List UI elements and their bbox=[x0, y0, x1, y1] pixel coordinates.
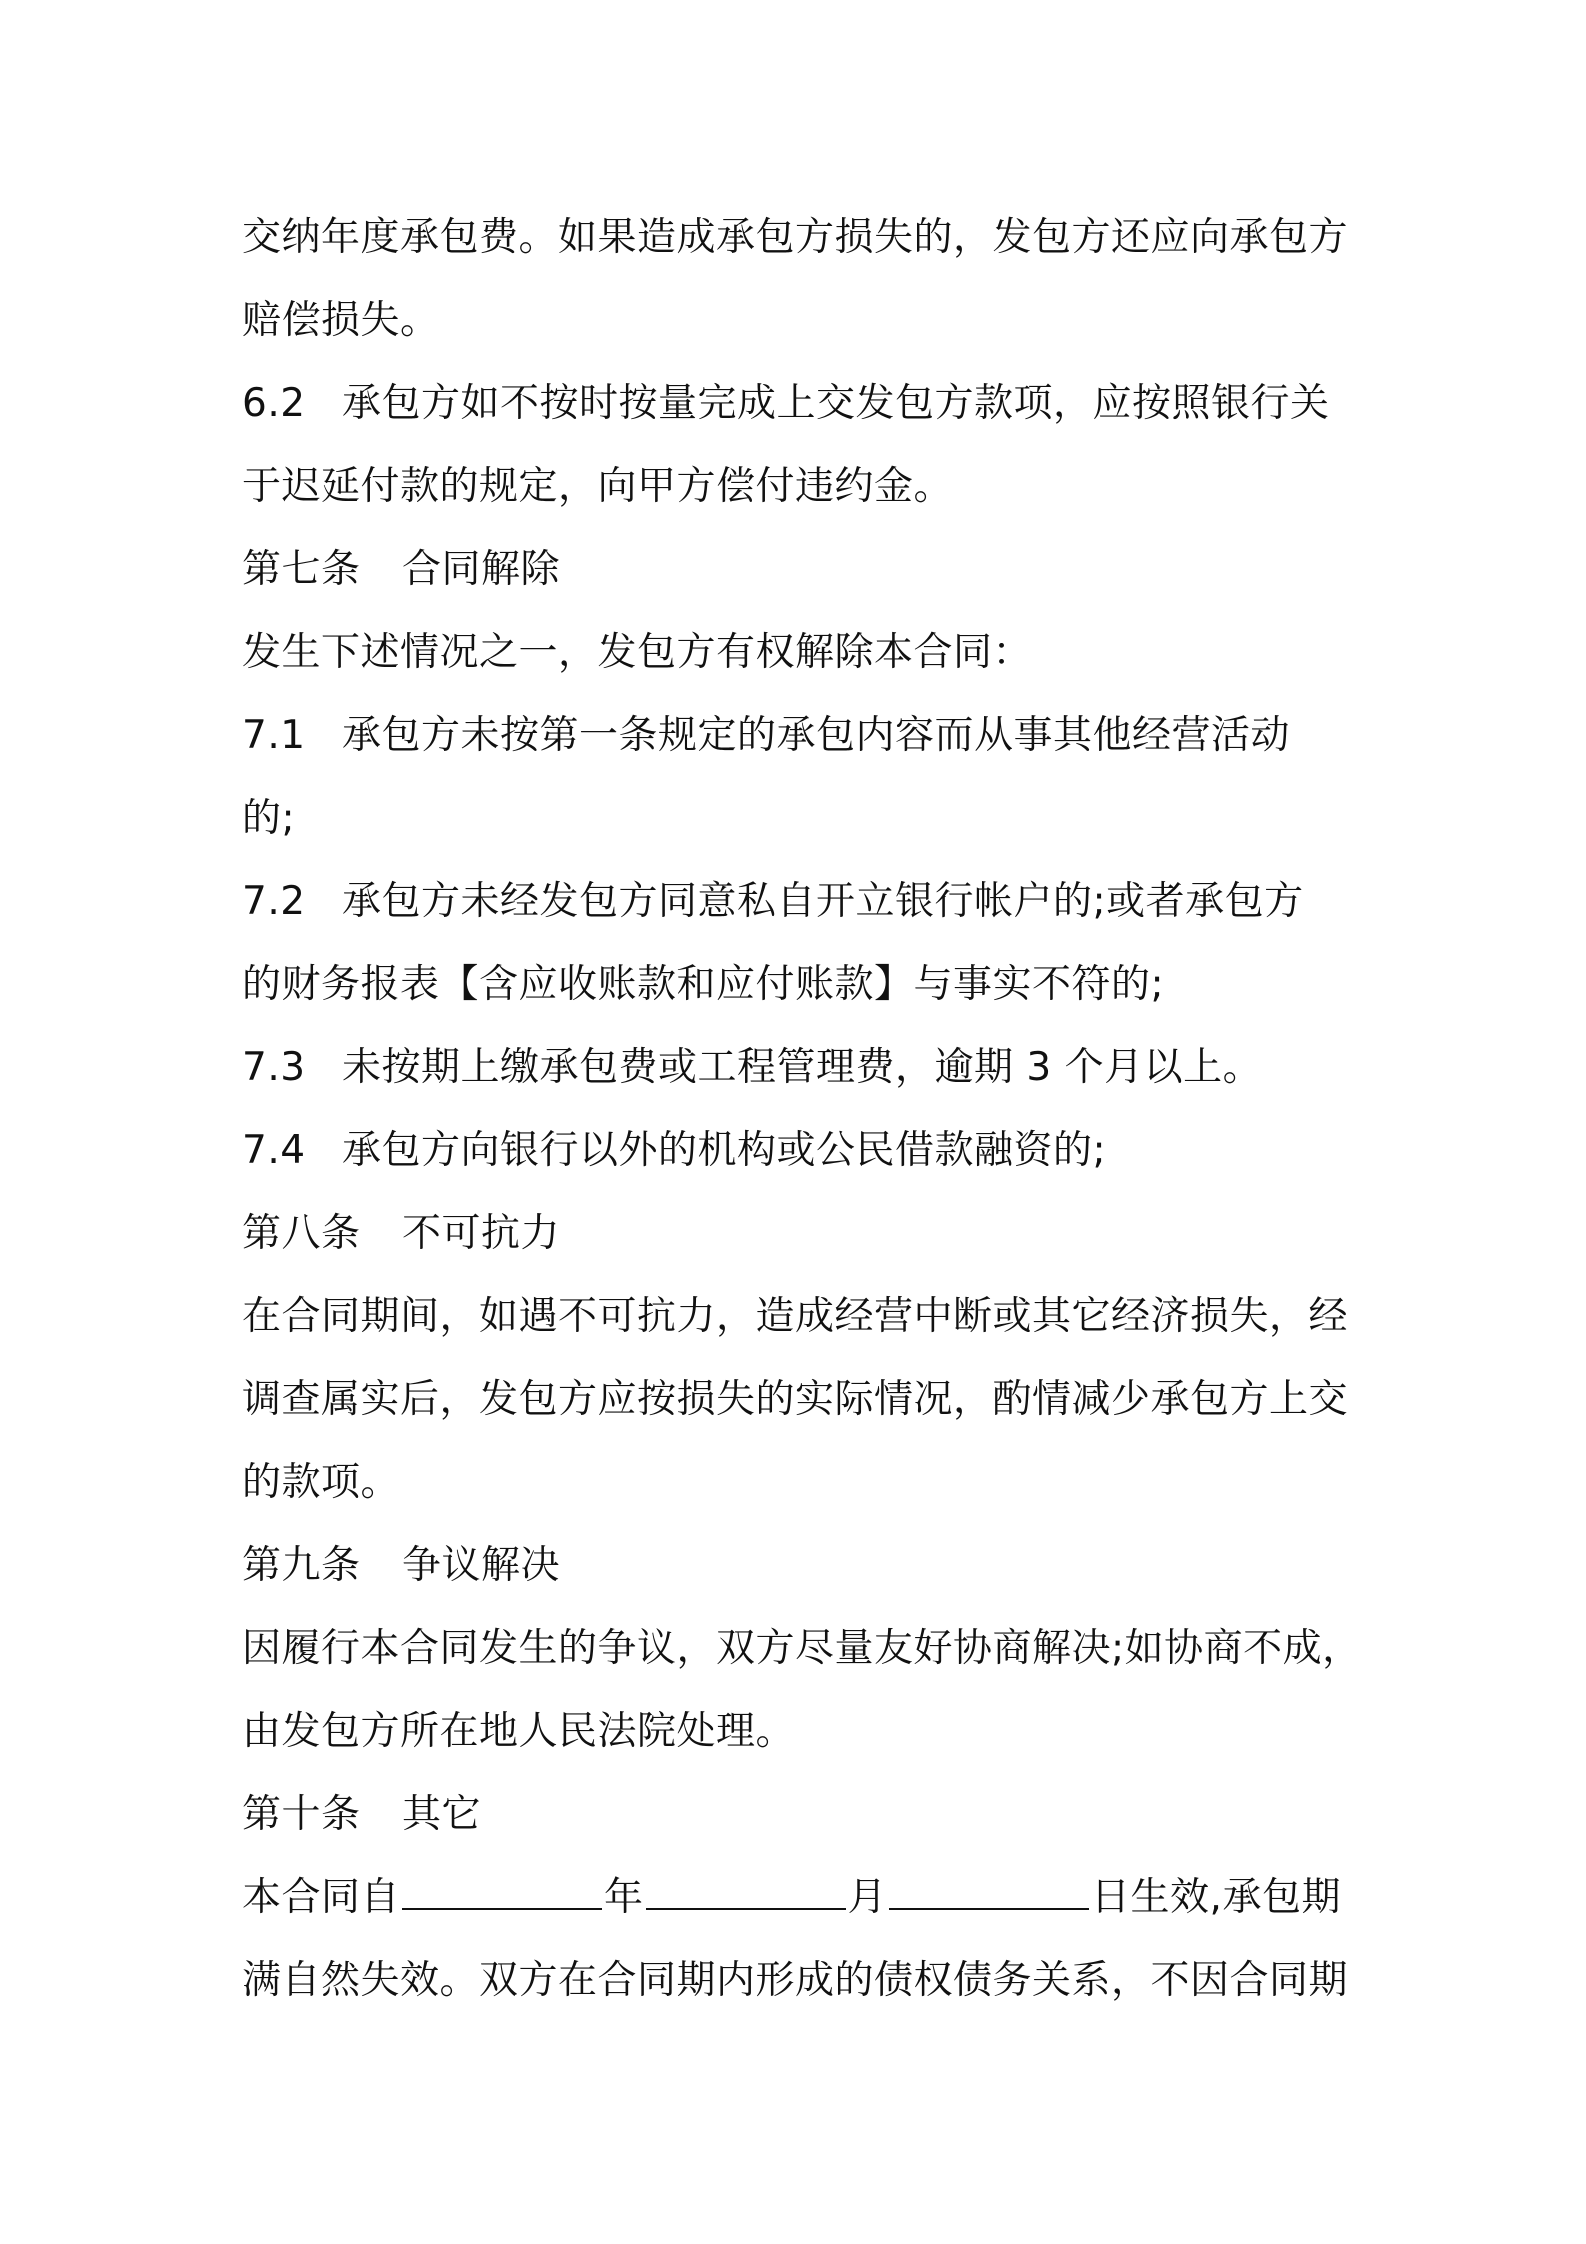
month-blank bbox=[646, 1870, 846, 1910]
clause-text: 承包方向银行以外的机构或公民借款融资的; bbox=[342, 1128, 1107, 1173]
effective-date-line bbox=[242, 1856, 1362, 1939]
clause-7-2 bbox=[242, 860, 1362, 943]
article-8-heading bbox=[242, 1192, 1362, 1275]
clause-number: 7.2 bbox=[242, 879, 306, 924]
text-line: 因履行本合同发生的争议，双方尽量友好协商解决;如协商不成， bbox=[242, 1626, 1362, 1671]
clause-6-2 bbox=[242, 362, 1362, 445]
article-10-heading bbox=[242, 1773, 1362, 1856]
text-segment: 月 bbox=[847, 1875, 888, 1920]
text-line: 的财务报表【含应收账款和应付账款】与事实不符的; bbox=[242, 962, 1165, 1007]
clause-text: 未按期上缴承包费或工程管理费，逾期 3 个月以上。 bbox=[342, 1045, 1263, 1090]
clause-number: 7.1 bbox=[242, 713, 306, 758]
clause-number: 7.3 bbox=[242, 1045, 306, 1090]
year-blank bbox=[402, 1870, 602, 1910]
text-line: 交纳年度承包费。如果造成承包方损失的，发包方还应向承包方 bbox=[242, 215, 1349, 260]
clause-number: 7.4 bbox=[242, 1128, 306, 1173]
text-line: 发生下述情况之一，发包方有权解除本合同： bbox=[242, 630, 1033, 675]
article-title: 争议解决 bbox=[402, 1543, 561, 1588]
article-number: 第九条 bbox=[242, 1543, 361, 1588]
text-line: 赔偿损失。 bbox=[242, 298, 440, 343]
text-line: 的; bbox=[242, 796, 296, 841]
text-line: 在合同期间，如遇不可抗力，造成经营中断或其它经济损失，经 bbox=[242, 1294, 1349, 1339]
article-7-heading bbox=[242, 528, 1362, 611]
text-line: 满自然失效。双方在合同期内形成的债权债务关系，不因合同期 bbox=[242, 1958, 1349, 2003]
clause-text: 承包方如不按时按量完成上交发包方款项，应按照银行关 bbox=[342, 381, 1330, 426]
article-title: 合同解除 bbox=[402, 547, 561, 592]
text-segment: 本合同自 bbox=[242, 1875, 401, 1920]
clause-text: 承包方未经发包方同意私自开立银行帐户的;或者承包方 bbox=[342, 879, 1304, 924]
article-number: 第七条 bbox=[242, 547, 361, 592]
clause-7-4 bbox=[242, 1109, 1362, 1192]
article-9-heading bbox=[242, 1524, 1362, 1607]
article-number: 第十条 bbox=[242, 1792, 361, 1837]
day-blank bbox=[889, 1870, 1089, 1910]
text-segment: 年 bbox=[604, 1875, 644, 1920]
article-title: 其它 bbox=[402, 1792, 482, 1837]
clause-number: 6.2 bbox=[242, 381, 306, 426]
clause-7-1 bbox=[242, 694, 1362, 777]
text-line: 调查属实后，发包方应按损失的实际情况，酌情减少承包方上交 bbox=[242, 1377, 1349, 1422]
text-line: 于迟延付款的规定，向甲方偿付违约金。 bbox=[242, 464, 954, 509]
clause-text: 承包方未按第一条规定的承包内容而从事其他经营活动 bbox=[342, 713, 1291, 758]
text-line: 的款项。 bbox=[242, 1460, 401, 1505]
article-title: 不可抗力 bbox=[402, 1211, 561, 1256]
document-page bbox=[242, 196, 1362, 2022]
clause-7-3 bbox=[242, 1026, 1362, 1109]
text-segment: 日生效,承包期 bbox=[1091, 1875, 1341, 1920]
article-number: 第八条 bbox=[242, 1211, 361, 1256]
text-line: 由发包方所在地人民法院处理。 bbox=[242, 1709, 796, 1754]
